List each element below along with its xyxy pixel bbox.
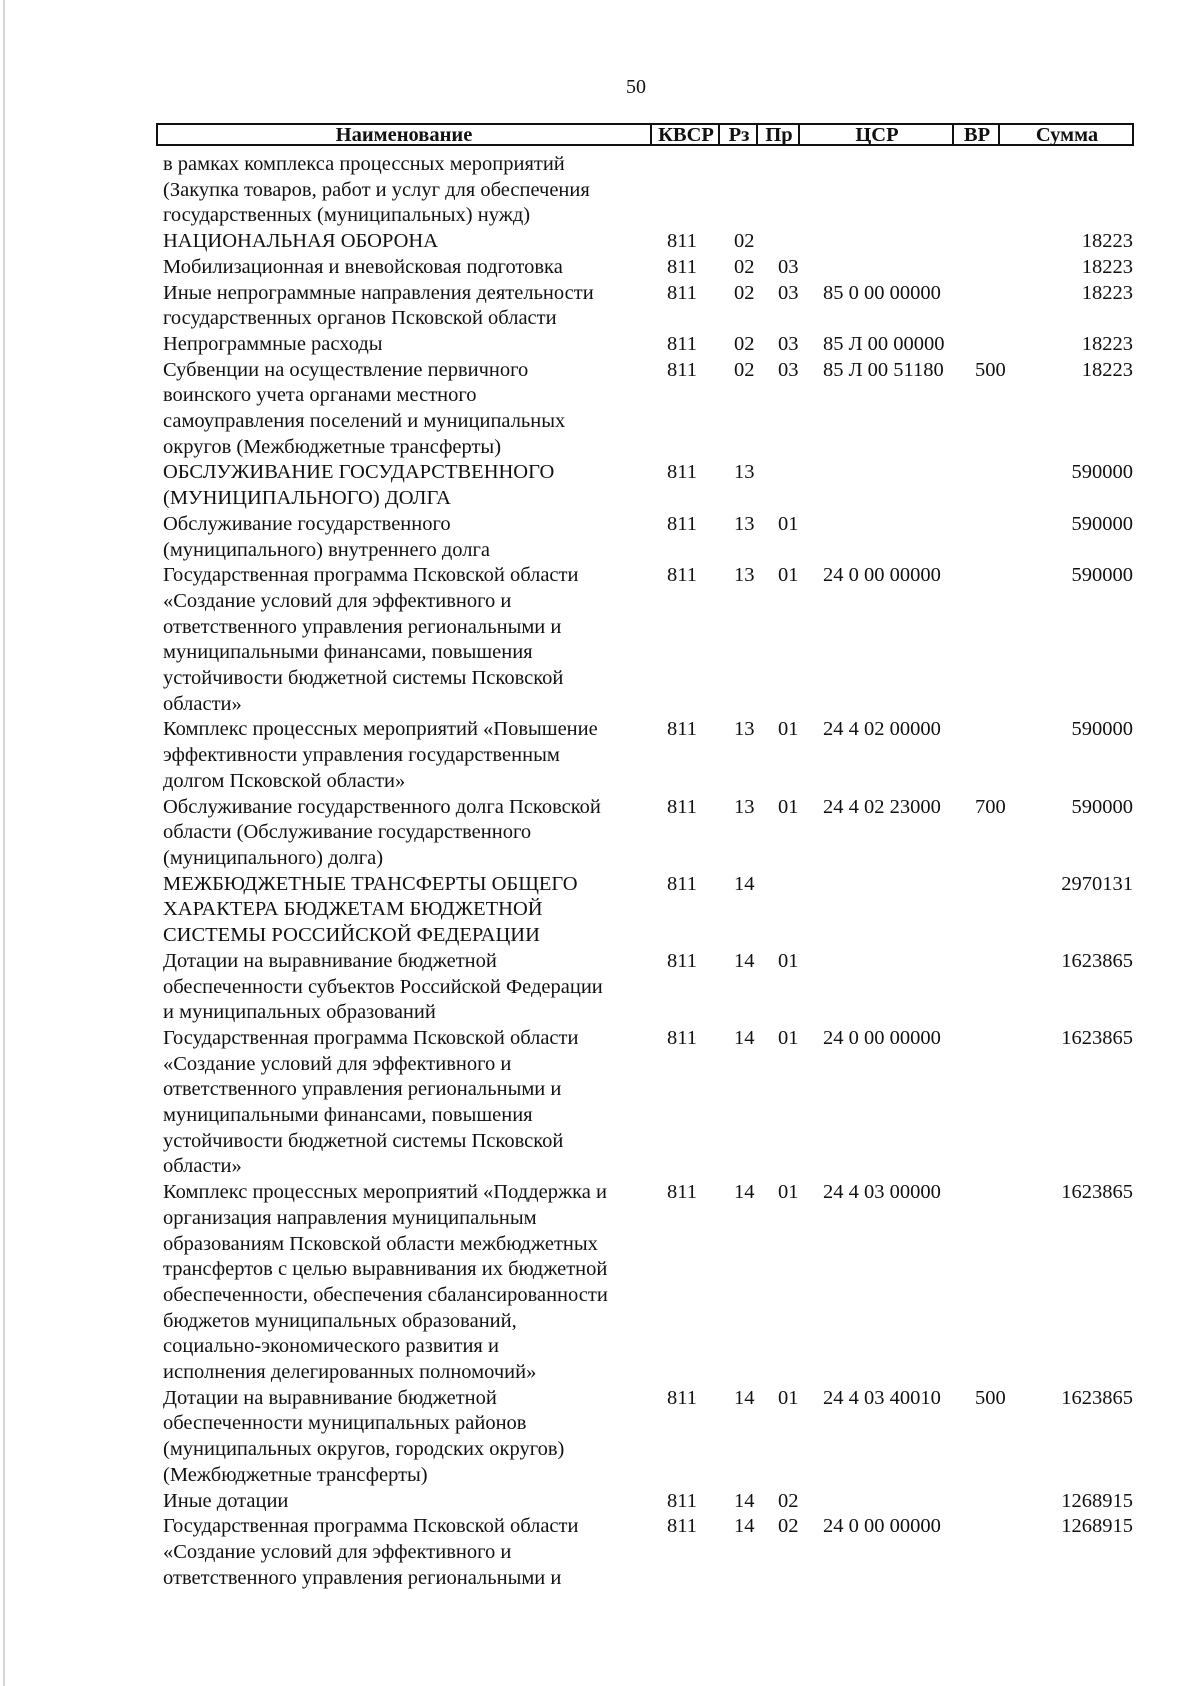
row-vr: 700 bbox=[975, 795, 1006, 818]
row-rz: 02 bbox=[734, 281, 755, 304]
row-name: Субвенции на осуществление первичного воинского учета органами местного самоуправления поселений и муниципальных округов (Межбюджетные трансферты) bbox=[163, 358, 566, 458]
scan-edge bbox=[3, 0, 5, 1686]
row-vr: 500 bbox=[975, 358, 1006, 381]
row-name: Обслуживание государственного долга Псковской области (Обслуживание государственного (муниципального) долга) bbox=[163, 795, 601, 869]
row-name: в рамках комплекса процессных мероприятий (Закупка товаров, работ и услуг для обеспечения государственных (муниципальных) нужд) bbox=[163, 153, 590, 227]
table-row bbox=[163, 152, 1133, 229]
row-vr: 500 bbox=[975, 1386, 1006, 1409]
row-sum: 1623865 bbox=[1061, 949, 1133, 972]
row-rz: 14 bbox=[734, 1515, 755, 1538]
row-sum: 1623865 bbox=[1061, 1181, 1133, 1204]
row-sum: 590000 bbox=[1071, 461, 1133, 484]
table-row bbox=[163, 281, 1133, 332]
row-csr: 24 4 03 40010 bbox=[823, 1386, 941, 1409]
row-name: Дотации на выравнивание бюджетной обеспеченности муниципальных районов (муниципальных округов, городских округов) (Межбюджетные трансферты) bbox=[163, 1386, 565, 1486]
table-header bbox=[156, 123, 1134, 146]
row-name: ОБСЛУЖИВАНИЕ ГОСУДАРСТВЕННОГО (МУНИЦИПАЛЬНОГО) ДОЛГА bbox=[163, 461, 555, 510]
header-pr: Пр bbox=[756, 125, 800, 144]
row-kvsr: 811 bbox=[667, 1386, 697, 1409]
row-kvsr: 811 bbox=[667, 718, 697, 741]
row-kvsr: 811 bbox=[667, 872, 697, 895]
row-pr: 03 bbox=[778, 255, 799, 278]
row-name: Непрограммные расходы bbox=[163, 332, 383, 355]
table-row bbox=[163, 949, 1133, 1026]
row-rz: 14 bbox=[734, 949, 755, 972]
row-rz: 02 bbox=[734, 332, 755, 355]
row-pr: 03 bbox=[778, 281, 799, 304]
row-sum: 18223 bbox=[1081, 281, 1133, 304]
row-csr: 24 0 00 00000 bbox=[823, 1026, 941, 1049]
table-row bbox=[163, 872, 1133, 949]
table-row bbox=[163, 563, 1133, 717]
row-csr: 24 0 00 00000 bbox=[823, 564, 941, 587]
row-sum: 590000 bbox=[1071, 564, 1133, 587]
row-rz: 14 bbox=[734, 1489, 755, 1512]
row-pr: 01 bbox=[778, 795, 799, 818]
row-csr: 85 0 00 00000 bbox=[823, 281, 941, 304]
table-row bbox=[163, 1180, 1133, 1386]
row-kvsr: 811 bbox=[667, 1489, 697, 1512]
row-sum: 18223 bbox=[1081, 332, 1133, 355]
header-name: Наименование bbox=[335, 124, 473, 146]
page-number: 50 bbox=[626, 76, 646, 98]
table-row bbox=[163, 795, 1133, 872]
row-sum: 590000 bbox=[1071, 718, 1133, 741]
row-rz: 02 bbox=[734, 358, 755, 381]
row-name: Государственная программа Псковской области «Создание условий для эффективного и ответственного управления региональными и bbox=[163, 1515, 579, 1589]
row-name: Комплекс процессных мероприятий «Повышение эффективности управления государственным долгом Псковской области» bbox=[163, 718, 598, 792]
row-name: Иные дотации bbox=[163, 1489, 289, 1512]
row-kvsr: 811 bbox=[667, 949, 697, 972]
row-name: МЕЖБЮДЖЕТНЫЕ ТРАНСФЕРТЫ ОБЩЕГО ХАРАКТЕРА БЮДЖЕТАМ БЮДЖЕТНОЙ СИСТЕМЫ РОССИЙСКОЙ ФЕДЕРАЦИИ bbox=[163, 872, 578, 947]
row-pr: 01 bbox=[778, 1026, 799, 1049]
row-sum: 1268915 bbox=[1061, 1515, 1133, 1538]
row-name: НАЦИОНАЛЬНАЯ ОБОРОНА bbox=[163, 230, 439, 253]
row-pr: 01 bbox=[778, 512, 799, 535]
row-rz: 13 bbox=[734, 512, 755, 535]
row-csr: 24 0 00 00000 bbox=[823, 1515, 941, 1538]
row-sum: 1623865 bbox=[1061, 1386, 1133, 1409]
row-kvsr: 811 bbox=[667, 512, 697, 535]
row-kvsr: 811 bbox=[667, 795, 697, 818]
row-name: Государственная программа Псковской области «Создание условий для эффективного и ответственного управления региональными и муниципальными финансами, повышения устойчивости бюджетной системы Псковской области» bbox=[163, 1026, 579, 1178]
row-sum: 590000 bbox=[1071, 512, 1133, 535]
header-rz: Рз bbox=[718, 125, 758, 144]
row-kvsr: 811 bbox=[667, 461, 697, 484]
row-csr: 24 4 02 00000 bbox=[823, 718, 941, 741]
row-rz: 13 bbox=[734, 718, 755, 741]
table-row bbox=[163, 460, 1133, 511]
row-rz: 14 bbox=[734, 1386, 755, 1409]
row-pr: 01 bbox=[778, 1386, 799, 1409]
header-sum: Сумма bbox=[998, 125, 1134, 144]
row-kvsr: 811 bbox=[667, 1515, 697, 1538]
table-row bbox=[163, 255, 1133, 281]
row-sum: 2970131 bbox=[1061, 872, 1133, 895]
row-rz: 13 bbox=[734, 564, 755, 587]
table-row bbox=[163, 229, 1133, 255]
row-sum: 18223 bbox=[1081, 255, 1133, 278]
row-sum: 590000 bbox=[1071, 795, 1133, 818]
row-name: Комплекс процессных мероприятий «Поддержка и организация направления муниципальным образованиям Псковской области межбюджетных трансфертов с целью выравнивания их бюджетной обеспеченности, обеспечения сбалансированности бюджетов муниципальных образований, социально-экономического развития и исполнения делегированных полномочий» bbox=[163, 1181, 608, 1384]
row-kvsr: 811 bbox=[667, 1181, 697, 1204]
row-pr: 01 bbox=[778, 949, 799, 972]
row-pr: 01 bbox=[778, 564, 799, 587]
table-row bbox=[163, 512, 1133, 563]
row-kvsr: 811 bbox=[667, 230, 697, 253]
row-sum: 18223 bbox=[1081, 358, 1133, 381]
row-rz: 14 bbox=[734, 1026, 755, 1049]
row-name: Мобилизационная и вневойсковая подготовка bbox=[163, 255, 563, 278]
table-row bbox=[163, 1514, 1133, 1591]
table-row bbox=[163, 332, 1133, 358]
row-csr: 24 4 03 00000 bbox=[823, 1181, 941, 1204]
table-body bbox=[163, 152, 1133, 1591]
row-rz: 13 bbox=[734, 795, 755, 818]
row-csr: 85 Л 00 51180 bbox=[823, 358, 944, 381]
row-sum: 1268915 bbox=[1061, 1489, 1133, 1512]
table-row bbox=[163, 1026, 1133, 1180]
row-sum: 1623865 bbox=[1061, 1026, 1133, 1049]
row-rz: 02 bbox=[734, 255, 755, 278]
row-pr: 03 bbox=[778, 332, 799, 355]
row-pr: 01 bbox=[778, 718, 799, 741]
row-sum: 18223 bbox=[1081, 230, 1133, 253]
table-row bbox=[163, 717, 1133, 794]
table-row bbox=[163, 1489, 1133, 1515]
row-kvsr: 811 bbox=[667, 358, 697, 381]
row-kvsr: 811 bbox=[667, 332, 697, 355]
table-row bbox=[163, 1386, 1133, 1489]
row-name: Дотации на выравнивание бюджетной обеспеченности субъектов Российской Федерации и муниципальных образований bbox=[163, 949, 603, 1024]
row-name: Иные непрограммные направления деятельности государственных органов Псковской области bbox=[163, 281, 594, 330]
row-kvsr: 811 bbox=[667, 1026, 697, 1049]
row-name: Обслуживание государственного (муниципального) внутреннего долга bbox=[163, 512, 490, 561]
header-vr: ВР bbox=[952, 125, 1000, 144]
row-pr: 01 bbox=[778, 1181, 799, 1204]
header-kvsr: КВСР bbox=[650, 125, 720, 144]
header-csr: ЦСР bbox=[798, 125, 954, 144]
row-pr: 03 bbox=[778, 358, 799, 381]
row-csr: 85 Л 00 00000 bbox=[823, 332, 945, 355]
row-rz: 14 bbox=[734, 872, 755, 895]
row-pr: 02 bbox=[778, 1489, 799, 1512]
row-name: Государственная программа Псковской области «Создание условий для эффективного и ответственного управления региональными и муниципальными финансами, повышения устойчивости бюджетной системы Псковской области» bbox=[163, 564, 579, 715]
table-row bbox=[163, 358, 1133, 461]
row-rz: 13 bbox=[734, 461, 755, 484]
row-kvsr: 811 bbox=[667, 564, 697, 587]
row-rz: 02 bbox=[734, 230, 755, 253]
row-csr: 24 4 02 23000 bbox=[823, 795, 941, 818]
row-kvsr: 811 bbox=[667, 281, 697, 304]
row-rz: 14 bbox=[734, 1181, 755, 1204]
row-pr: 02 bbox=[778, 1515, 799, 1538]
row-kvsr: 811 bbox=[667, 255, 697, 278]
